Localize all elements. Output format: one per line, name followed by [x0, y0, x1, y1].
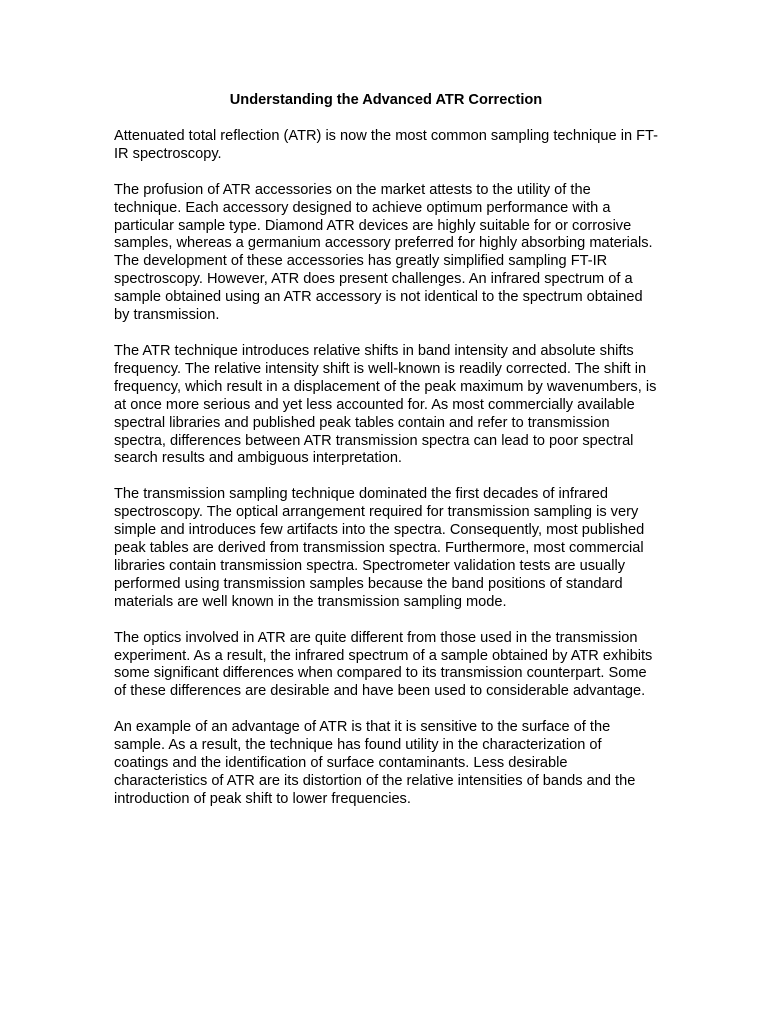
- paragraph-intro: Attenuated total reflection (ATR) is now the most common sampling technique in FT-IR spectroscopy.: [114, 127, 658, 162]
- paragraph-shifts: The ATR technique introduces relative shifts in band intensity and absolute shifts frequency. The relative intensity shift is well-known is readily corrected. The shift in frequency, which result in a displacement of the peak maximum by wavenumbers, is at once more serious and yet less accounted for. As most commercially available spectral libraries and published peak tables contain and refer to transmission spectra, differences between ATR transmission spectra can lead to poor spectral search results and ambiguous interpretation.: [114, 342, 657, 467]
- document-body: [114, 92, 658, 827]
- paragraph-accessories: The profusion of ATR accessories on the market attests to the utility of the technique. Each accessory designed to achieve optimum performance with a particular sample type. Diamond ATR devices are highly suitable for or corrosive samples, whereas a germanium accessory preferred for highly absorbing materials. The development of these accessories has greatly simplified sampling FT-IR spectroscopy. However, ATR does present challenges. An infrared spectrum of a sample obtained using an ATR accessory is not identical to the spectrum obtained by transmission.: [114, 181, 653, 324]
- paragraph-transmission: The transmission sampling technique dominated the first decades of infrared spectroscopy. The optical arrangement required for transmission sampling is very simple and introduces few artifacts into the spectra. Consequently, most published peak tables are derived from transmission spectra. Furthermore, most commercial libraries contain transmission spectra. Spectrometer validation tests are usually performed using transmission samples because the band positions of standard materials are well known in the transmission sampling mode.: [114, 486, 645, 610]
- paragraph-optics: The optics involved in ATR are quite different from those used in the transmission experiment. As a result, the infrared spectrum of a sample obtained by ATR exhibits some significant differences when compared to its transmission counterpart. Some of these differences are desirable and have been used to considerable advantage.: [114, 629, 653, 700]
- paragraph-advantage: An example of an advantage of ATR is that it is sensitive to the surface of the sample. As a result, the technique has found utility in the characterization of coatings and the identification of surface contaminants. Less desirable characteristics of ATR are its distortion of the relative intensities of bands and the introduction of peak shift to lower frequencies.: [114, 719, 636, 807]
- document-title: Understanding the Advanced ATR Correction: [229, 92, 543, 108]
